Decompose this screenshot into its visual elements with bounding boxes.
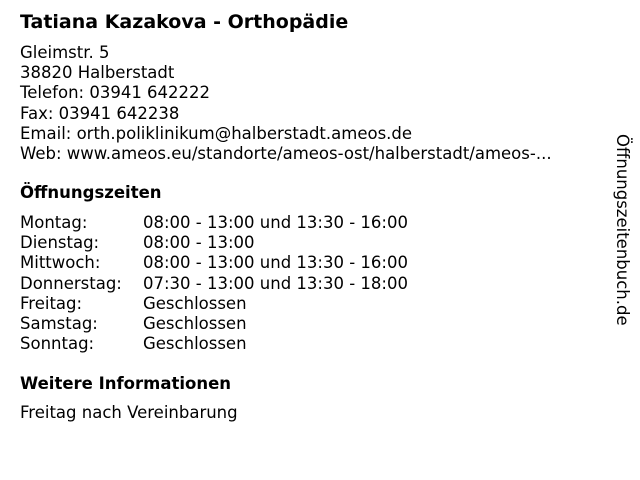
phone-number: Telefon: 03941 642222 <box>20 83 211 103</box>
hours-row <box>20 274 408 294</box>
page-title: Tatiana Kazakova - Orthopädie <box>20 11 349 33</box>
day-label: Mittwoch: <box>20 253 101 273</box>
hours-row <box>20 213 408 233</box>
time-value: 08:00 - 13:00 und 13:30 - 16:00 <box>143 213 408 232</box>
contact-info <box>20 43 552 164</box>
more-info-text: Freitag nach Vereinbarung <box>20 403 238 422</box>
day-label: Freitag: <box>20 293 83 313</box>
hours-row <box>20 233 408 253</box>
time-value: Geschlossen <box>143 314 247 334</box>
opening-hours-heading: Öffnungszeiten <box>20 183 162 202</box>
email-address: Email: orth.poliklinikum@halberstadt.ameos.de <box>20 123 413 143</box>
time-value: Geschlossen <box>143 293 247 313</box>
hours-row <box>20 314 408 334</box>
time-value: 08:00 - 13:00 und 13:30 - 16:00 <box>143 253 408 273</box>
street-address: Gleimstr. 5 <box>20 43 110 62</box>
day-label: Montag: <box>20 213 88 232</box>
more-info-heading: Weitere Informationen <box>20 374 232 393</box>
opening-hours-table <box>20 213 408 354</box>
time-value: Geschlossen <box>143 334 247 354</box>
day-label: Dienstag: <box>20 233 100 253</box>
day-label: Samstag: <box>20 314 98 334</box>
hours-row <box>20 334 408 354</box>
hours-row <box>20 294 408 314</box>
vertical-brand-label: Öffnungszeitenbuch.de <box>613 134 632 326</box>
day-label: Sonntag: <box>20 334 95 354</box>
website-link: Web: www.ameos.eu/standorte/ameos-ost/halberstadt/ameos-... <box>20 144 552 164</box>
hours-row <box>20 253 408 273</box>
time-value: 07:30 - 13:00 und 13:30 - 18:00 <box>143 273 408 293</box>
fax-number: Fax: 03941 642238 <box>20 103 180 123</box>
time-value: 08:00 - 13:00 <box>143 233 255 253</box>
city-address: 38820 Halberstadt <box>20 63 175 83</box>
day-label: Donnerstag: <box>20 273 122 293</box>
